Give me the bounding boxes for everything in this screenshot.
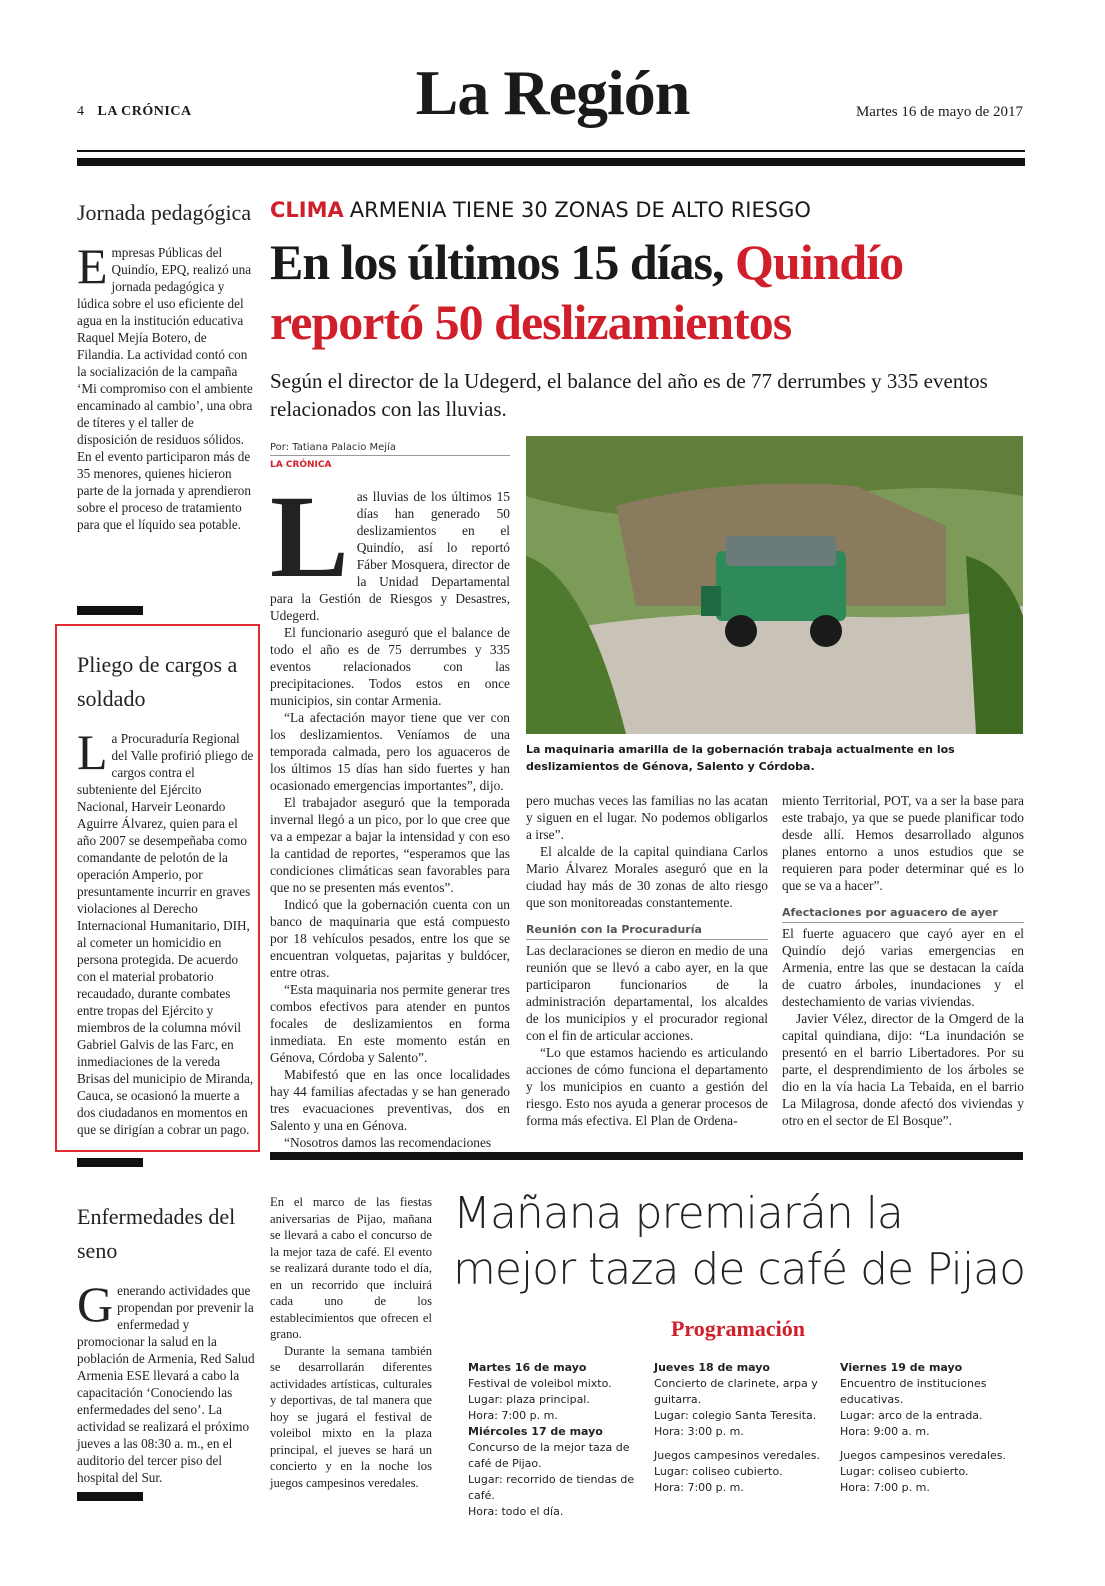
headline-black: En los últimos 15 días, (270, 234, 724, 290)
brief-separator (77, 1158, 143, 1167)
program-day: Miércoles 17 de mayo (468, 1425, 603, 1438)
program-title: Programación (670, 1316, 805, 1341)
dropcap: G (77, 1276, 114, 1332)
program-line: Concierto de clarinete, arpa y guitarra. (654, 1377, 818, 1406)
program-line: Juegos campesinos veredales. (654, 1449, 820, 1462)
brief-body (77, 238, 255, 533)
program-column-3 (840, 1360, 1025, 1496)
article-column-3 (782, 792, 1024, 1129)
byline: Por: Tatiana Palacio Mejía (270, 442, 510, 456)
program-line: Lugar: coliseo cubierto. (840, 1465, 969, 1478)
brief-text: enerando actividades que propendan por prevenir la enfermedad y promocionar la salud en la población de Armenia, Red Salud Armenia ESE llevará a cabo la capacitación ‘Conociendo las enfermedades del seno’. La actividad se realizará el próximo jueves a las 08:30 a. m., en el auditorio del tercer piso del hospital del Sur. (77, 1283, 255, 1485)
subheading: Reunión con la Procuraduría (526, 921, 768, 940)
program-line: Hora: 7:00 p. m. (468, 1409, 558, 1422)
paragraph: El funcionario aseguró que el balance de todo el año es de 75 derrumbes y 335 eventos relacionados con las precipitaciones. Todos estos en once municipios, sin contar Armenia. (270, 625, 510, 708)
article-divider (270, 1152, 1023, 1160)
program-line: Festival de voleibol mixto. (468, 1377, 612, 1390)
paragraph: miento Territorial, POT, va a ser la base para este trabajo, ya que se puede planificar todo desde allí. Hemos desarrollado algunos planes entorno a unos estudios que se requieren para poder determinar qué es lo que se va a hacer”. (782, 793, 1024, 893)
subheading: Afectaciones por aguacero de ayer (782, 904, 1024, 923)
brief-seno (77, 1200, 255, 1486)
program-line: Lugar: colegio Santa Teresita. (654, 1409, 817, 1422)
paragraph: Javier Vélez, director de la Omgerd de la capital quindiana, dijo: “La inundación se presentó en el barrio Libertadores. Por su parte, el desprendimiento de los árboles se dio en la vía hacia La Tebaida, en el barrio La Milagrosa, donde afectó dos viviendas y otro en el sector de El Bosque”. (782, 1011, 1024, 1128)
program-line: Juegos campesinos veredales. (840, 1449, 1006, 1462)
paragraph: “Lo que estamos haciendo es articulando acciones de cómo funciona el departamento y los municipios en cuanto a gestión del riesgo. Esto nos ayuda a generar procesos de forma más efectiva. El Plan de Ordena- (526, 1045, 768, 1128)
brand-name: LA CRÓNICA (97, 104, 192, 119)
brief-title: Enfermedades del seno (77, 1204, 236, 1263)
paragraph: En el marco de las fiestas aniversarias de Pijao, mañana se llevará a cabo el concurso de la mejor taza de café. El evento se realizará durante todo el día, en un recorrido que incluirá cada uno de los establecimientos que ofrecen el grano. (270, 1195, 432, 1341)
program-line: Lugar: recorrido de tiendas de café. (468, 1473, 635, 1502)
program-day: Martes 16 de mayo (468, 1361, 587, 1374)
kicker-keyword: CLIMA (270, 198, 344, 222)
paragraph: Mabifestó que en las once localidades hay 44 familias afectadas y se han generado tres evacuaciones preventivas, dos en Salento y una en Génova. (270, 1067, 510, 1133)
program-line: Concurso de la mejor taza de café de Pijao. (468, 1441, 630, 1470)
brief-body (77, 724, 255, 1138)
paragraph: Indicó que la gobernación cuenta con un banco de maquinaria que está compuesto por 18 vehículos pesados, entre los que se encuentran volquetas, pajaritas y buldócer, entre otras. (270, 897, 510, 980)
coffee-body (270, 1194, 432, 1491)
program-line: Hora: 7:00 p. m. (654, 1481, 744, 1494)
paragraph: Las declaraciones se dieron en medio de una reunión que se llevó a cabo ayer, en la que participaron funcionarios de la administración departamental, los alcaldes de los municipios y el procurador regional con el fin de articular acciones. (526, 943, 768, 1043)
paragraph: El fuerte aguacero que cayó ayer en el Quindío dejó varias emergencias en Armenia, entre las que se destacan la caída de cuatro árboles, inundaciones y el destechamiento de varias viviendas. (782, 926, 1024, 1009)
paragraph: “Nosotros damos las recomendaciones (284, 1135, 492, 1150)
coffee-headline: Mañana premiarán la mejor taza de café de Pijao (453, 1188, 1025, 1295)
paragraph: pero muchas veces las familias no las acatan y siguen en el lugar. No podemos obligarlos a irse”. (526, 793, 768, 842)
brief-separator (77, 606, 143, 615)
program-line: Hora: 3:00 p. m. (654, 1425, 744, 1438)
jeep-illustration (526, 436, 1023, 734)
program-line: Lugar: arco de la entrada. (840, 1409, 983, 1422)
brief-title: Pliego de cargos a soldado (77, 652, 238, 711)
article-deck: Según el director de la Udegerd, el balance del año es de 77 derrumbes y 335 eventos relacionados con las lluvias. (270, 369, 988, 421)
header-rule-thin (77, 150, 1025, 152)
paragraph: “Esta maquinaria nos permite generar tres combos efectivos para atender en puntos focales de deslizamientos en forma inmediata. En este momento están en Génova, Córdoba y Salento”. (270, 982, 510, 1065)
program-day: Jueves 18 de mayo (654, 1361, 770, 1374)
brief-separator (77, 1492, 143, 1501)
brief-text: mpresas Públicas del Quindío, EPQ, realizó una jornada pedagógica y lúdica sobre el uso eficiente del agua en la institución educativa Raquel Mejía Botero, de Filandia. La actividad contó con la socialización de la campaña ‘Mi compromiso con el ambiente encaminado al cambio’, una obra de títeres y el taller de disposición de residuos sólidos. En el evento participaron más de 35 menores, quienes hicieron parte de la jornada y aprendieron sobre el proceso de tratamiento para que el líquido sea potable. (77, 245, 253, 532)
page-number: 4 (77, 104, 84, 119)
program-line: Hora: todo el día. (468, 1505, 564, 1518)
kicker-text: ARMENIA TIENE 30 ZONAS DE ALTO RIESGO (349, 198, 811, 222)
program-day: Viernes 19 de mayo (840, 1361, 963, 1374)
program-line: Encuentro de instituciones educativas. (840, 1377, 987, 1406)
section-masthead: La Región (415, 57, 690, 128)
brief-text: a Procuraduría Regional del Valle profirió pliego de cargos contra el subteniente del Ejército Nacional, Harveir Leonardo Aguirre Álvarez, quien para el año 2007 se desempeñaba como comandante de pelotón de la operación Amperio, por presuntamente incurrir en graves violaciones al Derecho Internacional Humanitario, DIH, al cometer un homicidio en persona protegida. De acuerdo con el material probatorio recaudado, durante combates entre tropas del Ejército y miembros de la columna móvil Gabriel Galvis de las Farc, en inmediaciones de la vereda Brisas del municipio de Miranda, Cauca, se ocasionó la muerte a dos ciudadanos en momentos en que se dirigían a cobrar un pago. (77, 731, 254, 1137)
issue-date: Martes 16 de mayo de 2017 (855, 104, 1023, 120)
paragraph: Las lluvias de los últimos 15 días han generado 50 deslizamientos en el Quindío, así lo reportó Fáber Mosquera, director de la Unidad Departamental para la Gestión de Riesgos y Desastres, Udegerd. (270, 471, 510, 623)
photo-caption: La maquinaria amarilla de la gobernación trabaja actualmente en los deslizamientos de Génova, Salento y Córdoba. (526, 743, 955, 773)
brief-jornada (77, 196, 255, 533)
brief-pliego (77, 648, 255, 1138)
brief-body (77, 1276, 255, 1486)
program-line: Hora: 9:00 a. m. (840, 1425, 930, 1438)
headline-red: Quindío reportó 50 deslizamientos (270, 234, 904, 350)
paragraph: El alcalde de la capital quindiana Carlos Mario Álvarez Morales aseguró que en la ciudad hay más de 30 zonas de alto riesgo que son monitoreadas constantemente. (526, 844, 768, 910)
article-column-1 (270, 471, 510, 1151)
program-line: Hora: 7:00 p. m. (840, 1481, 930, 1494)
byline-source: LA CRÓNICA (270, 460, 332, 470)
paragraph: Durante la semana también se desarrollarán diferentes actividades artísticas, culturales y deportivas, de tal manera que hoy se jugará el festival de voleibol mixto en la plaza principal, el jueves se hará un concierto y en la noche los juegos campesinos veredales. (270, 1343, 432, 1490)
paragraph: “La afectación mayor tiene que ver con los deslizamientos. Veníamos de una temporada calmada, pero los aguaceros de los últimos 15 días han sido fuertes y han ocasionado emergencias importantes”, dijo. (270, 710, 510, 793)
dropcap: L (270, 471, 349, 602)
program-line: Lugar: plaza principal. (468, 1393, 590, 1406)
article-kicker (270, 198, 811, 222)
landslide-photo (526, 436, 1023, 734)
article-column-2 (526, 792, 768, 1129)
program-column-1 (468, 1360, 638, 1520)
brief-title: Jornada pedagógica (77, 200, 252, 225)
paragraph: El trabajador aseguró que la temporada invernal llegó a un pico, por lo que cree que va a empezar a bajar la intensidad y con eso la cantidad de reportes, “esperamos que las condiciones climáticas sean favorables para que no se presenten más eventos”. (270, 795, 510, 895)
article-headline (270, 232, 1030, 352)
dropcap: L (77, 724, 108, 780)
dropcap: E (77, 238, 108, 294)
program-column-2 (654, 1360, 826, 1496)
program-line: Lugar: coliseo cubierto. (654, 1465, 783, 1478)
header-rule-thick (77, 158, 1025, 166)
